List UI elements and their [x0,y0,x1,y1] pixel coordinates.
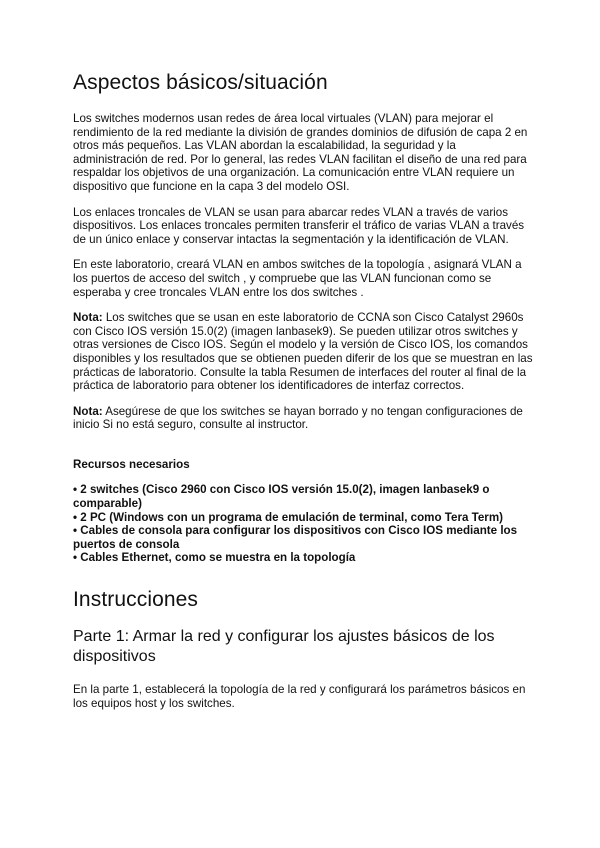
note-text: Asegúrese de que los switches se hayan borrado y no tengan configuraciones de inicio Si no está seguro, consulte al instructor. [73,404,523,432]
section-heading-instructions: Instrucciones [73,588,199,612]
paragraph-vlan-trunks: Los enlaces troncales de VLAN se usan para abarcar redes VLAN a través de varios dispositivos. Los enlaces troncales permiten transferir el tráfico de varias VLAN a través de un único enlace y conservar intactas la segmentación y la identificación de VLAN. [73,205,525,246]
resource-item: • 2 PC (Windows con un programa de emulación de terminal, como Tera Term) [73,510,503,524]
note-label: Nota: [73,404,103,418]
note-label: Nota: [73,311,103,325]
paragraph-vlan-intro: Los switches modernos usan redes de área local virtuales (VLAN) para mejorar el rendimiento de la red mediante la división de grandes dominios de difusión de capa 2 en otros más pequeños. Las VLAN abordan la escalabilidad, la seguridad y la administración de red. Por lo general, las redes VLAN facilitan el diseño de una red para respaldar los objetivos de una organización. La comunicación entre VLAN requiere un dispositivo que funcione en la capa 3 del modelo OSI. [73,112,528,193]
section-heading-background: Aspectos básicos/situación [73,71,328,94]
resource-item: • Cables Ethernet, como se muestra en la topología [73,551,356,565]
part1-paragraph: En la parte 1, establecerá la topología de la red y configurará los parámetros básicos en los equipos host y los switches. [73,683,526,710]
note-text: Los switches que se usan en este laboratorio de CCNA son Cisco Catalyst 2960s con Cisco IOS versión 15.0(2) (imagen lanbasek9). Se pueden utilizar otros switches y otras versiones de Cisco IOS. Según el modelo y la versión de Cisco IOS, los comandos disponibles y los resultados que se obtienen pueden diferir de los que se muestran en las prácticas de laboratorio. Consulte la tabla Resumen de interfaces del router al final de la práctica de laboratorio para obtener los identificadores de interfaz correctos. [73,311,533,393]
resources-title: Recursos necesarios [73,457,190,471]
resource-item: • Cables de consola para configurar los dispositivos con Cisco IOS mediante los puertos de consola [73,524,518,551]
document-page [73,70,533,722]
note-switches [73,311,533,393]
part1-title: Parte 1: Armar la red y configurar los ajustes básicos de los dispositivos [73,628,495,666]
resource-item: • 2 switches (Cisco 2960 con Cisco IOS versión 15.0(2), imagen lanbasek9 o comparable) [73,483,490,511]
paragraph-lab-overview: En este laboratorio, creará VLAN en ambos switches de la topología , asignará VLAN a los puertos de acceso del switch , y compruebe que las VLAN funcionan como se esperaba y cree troncales VLAN entre los dos switches . [73,258,522,299]
note-erase-config [73,405,533,432]
resources-list [73,483,533,565]
